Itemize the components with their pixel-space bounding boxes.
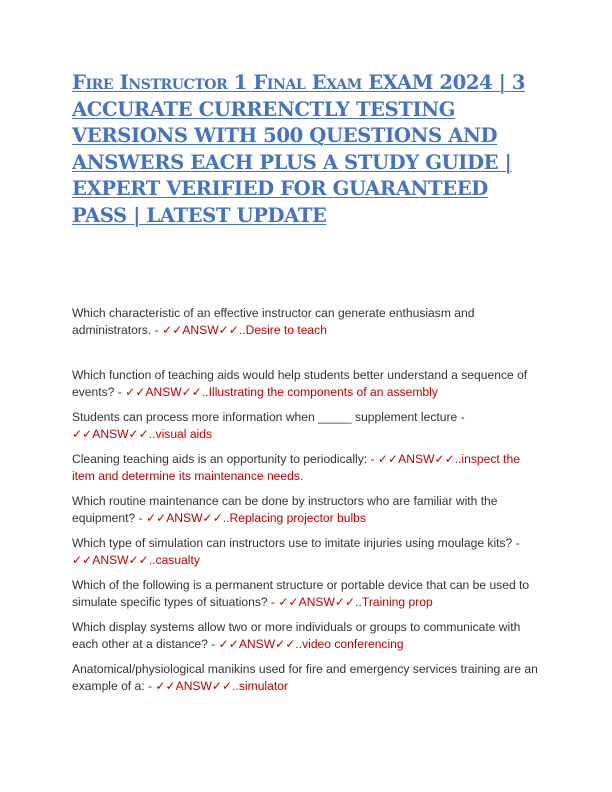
title-smallcaps: Fire Instructor 1 Final Exam [72,71,362,94]
question-text: Which of the following is a permanent structure or portable device that can be used to simulate specific types of situations? - [72,578,530,609]
page-title [72,70,544,229]
question-text: Which function of teaching aids would help students better understand a sequence of events? - [72,368,528,399]
qa-item [72,619,542,652]
qa-item [72,577,542,610]
qa-item [72,451,542,484]
qa-item [72,661,542,694]
question-text: Which type of simulation can instructors use to imitate injuries using moulage kits? - [72,536,520,550]
question-text: Cleaning teaching aids is an opportunity to periodically: - [72,452,378,466]
qa-list [72,305,542,694]
question-text: Which display systems allow two or more individuals or groups to communicate with each other at a distance? - [72,620,521,651]
qa-item [72,535,542,568]
question-text: Which routine maintenance can be done by instructors who are familiar with the equipment? - [72,494,498,525]
title-rest: EXAM 2024 | 3 ACCURATE CURRENCTLY TESTING VERSIONS WITH 500 QUESTIONS AND ANSWERS EACH PLUS A STUDY GUIDE | EXPERT VERIFIED FOR GUARANTEED PASS | LATEST UPDATE [72,71,526,227]
answer-text: ✓✓ANSW✓✓..simulator [155,678,288,693]
answer-text: ✓✓ANSW✓✓..casualty [72,552,200,567]
answer-text: ✓✓ANSW✓✓..Replacing projector bulbs [145,510,366,525]
qa-item [72,409,542,442]
question-text: Anatomical/physiological manikins used for fire and emergency services training are an example of a: - [72,662,538,693]
answer-text: ✓✓ANSW✓✓..Training prop [278,594,433,609]
qa-item [72,493,542,526]
question-text: Which characteristic of an effective instructor can generate enthusiasm and administrators. - [72,306,475,337]
qa-item [72,305,542,338]
answer-text: ✓✓ANSW✓✓..video conferencing [218,636,404,651]
question-text: Students can process more information when _____ supplement lecture - [72,410,465,424]
answer-text: ✓✓ANSW✓✓..inspect the item and determine its maintenance needs. [72,452,520,483]
qa-item [72,367,542,400]
answer-text: ✓✓ANSW✓✓..Desire to teach [162,322,327,337]
answer-text: ✓✓ANSW✓✓..visual aids [72,426,212,441]
answer-text: ✓✓ANSW✓✓..Illustrating the components of an assembly [125,384,438,399]
